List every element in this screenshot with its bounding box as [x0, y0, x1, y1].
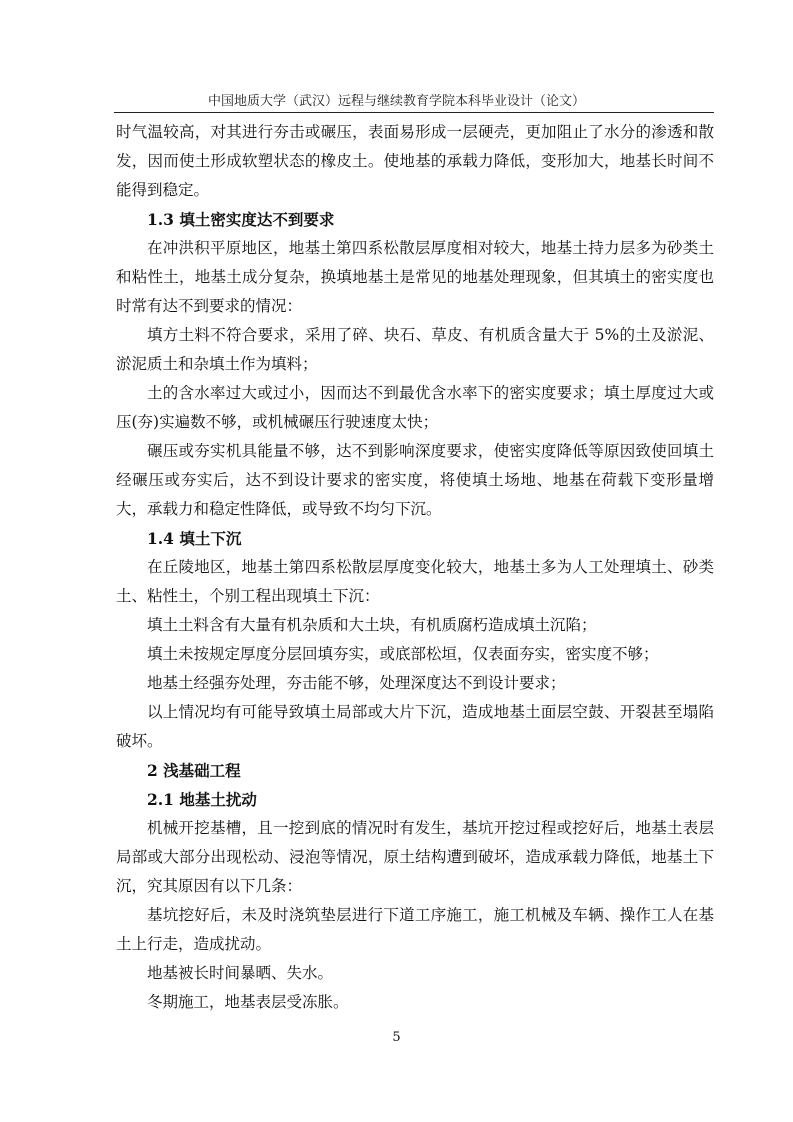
- header-rule: [114, 112, 714, 113]
- paragraph: 土的含水率过大或过小，因而达不到最优含水率下的密实度要求；填土厚度过大或压(夯)实遍数不够，或机械碾压行驶速度太快；: [116, 384, 714, 431]
- paragraph: 碾压或夯实机具能量不够，达不到影响深度要求，使密实度降低等原因致使回填土经碾压或夯实后，达不到设计要求的密实度，将使填土场地、地基在荷载下变形量增大，承载力和稳定性降低，或导致不均匀下沉。: [116, 442, 714, 518]
- paragraph: 地基被长时间暴晒、失水。: [147, 964, 334, 982]
- paragraph: 冬期施工，地基表层受冻胀。: [147, 993, 349, 1011]
- paragraph: 时气温较高，对其进行夯击或碾压，表面易形成一层硬壳，更加阻止了水分的渗透和散发，因而使土形成软塑状态的橡皮土。使地基的承载力降低，变形加大，地基长时间不能得到稳定。: [116, 123, 714, 199]
- paragraph: 填土未按规定厚度分层回填夯实，或底部松垣，仅表面夯实，密实度不够；: [147, 645, 659, 663]
- section-heading: 1.4 填土下沉: [147, 529, 242, 548]
- section-heading: 1.3 填土密实度达不到要求: [147, 210, 335, 229]
- paragraph: 填土土料含有大量有机杂质和大土块，有机质腐朽造成填土沉陷；: [147, 616, 597, 634]
- section-heading: 2.1 地基土扰动: [147, 790, 257, 809]
- paragraph: 填方土料不符合要求，采用了碎、块石、草皮、有机质含量大于 5%的土及淤泥、淤泥质土和杂填土作为填料；: [116, 326, 714, 373]
- paragraph: 基坑挖好后，未及时浇筑垫层进行下道工序施工，施工机械及车辆、操作工人在基土上行走，造成扰动。: [116, 906, 714, 953]
- paragraph: 在冲洪积平原地区，地基土第四系松散层厚度相对较大，地基土持力层多为砂类土和粘性土，地基土成分复杂，换填地基土是常见的地基处理现象，但其填土的密实度也时常有达不到要求的情况：: [116, 239, 714, 315]
- paragraph: 机械开挖基槽，且一挖到底的情况时有发生，基坑开挖过程或挖好后，地基土表层局部或大部分出现松动、浸泡等情况，原土结构遭到破坏，造成承载力降低，地基土下沉，究其原因有以下几条：: [116, 819, 714, 895]
- page-number: 5: [392, 1030, 401, 1045]
- document-body: [116, 118, 714, 1017]
- running-header: 中国地质大学（武汉）远程与继续教育学院本科毕业设计（论文）: [207, 94, 585, 109]
- paragraph: 在丘陵地区，地基土第四系松散层厚度变化较大，地基土多为人工处理填土、砂类土、粘性土，个别工程出现填土下沉：: [116, 558, 714, 605]
- section-heading: 2 浅基础工程: [147, 761, 241, 780]
- paragraph: 以上情况均有可能导致填土局部或大片下沉，造成地基土面层空鼓、开裂甚至塌陷破坏。: [116, 703, 714, 750]
- paragraph: 地基土经强夯处理，夯击能不够，处理深度达不到设计要求；: [147, 674, 566, 692]
